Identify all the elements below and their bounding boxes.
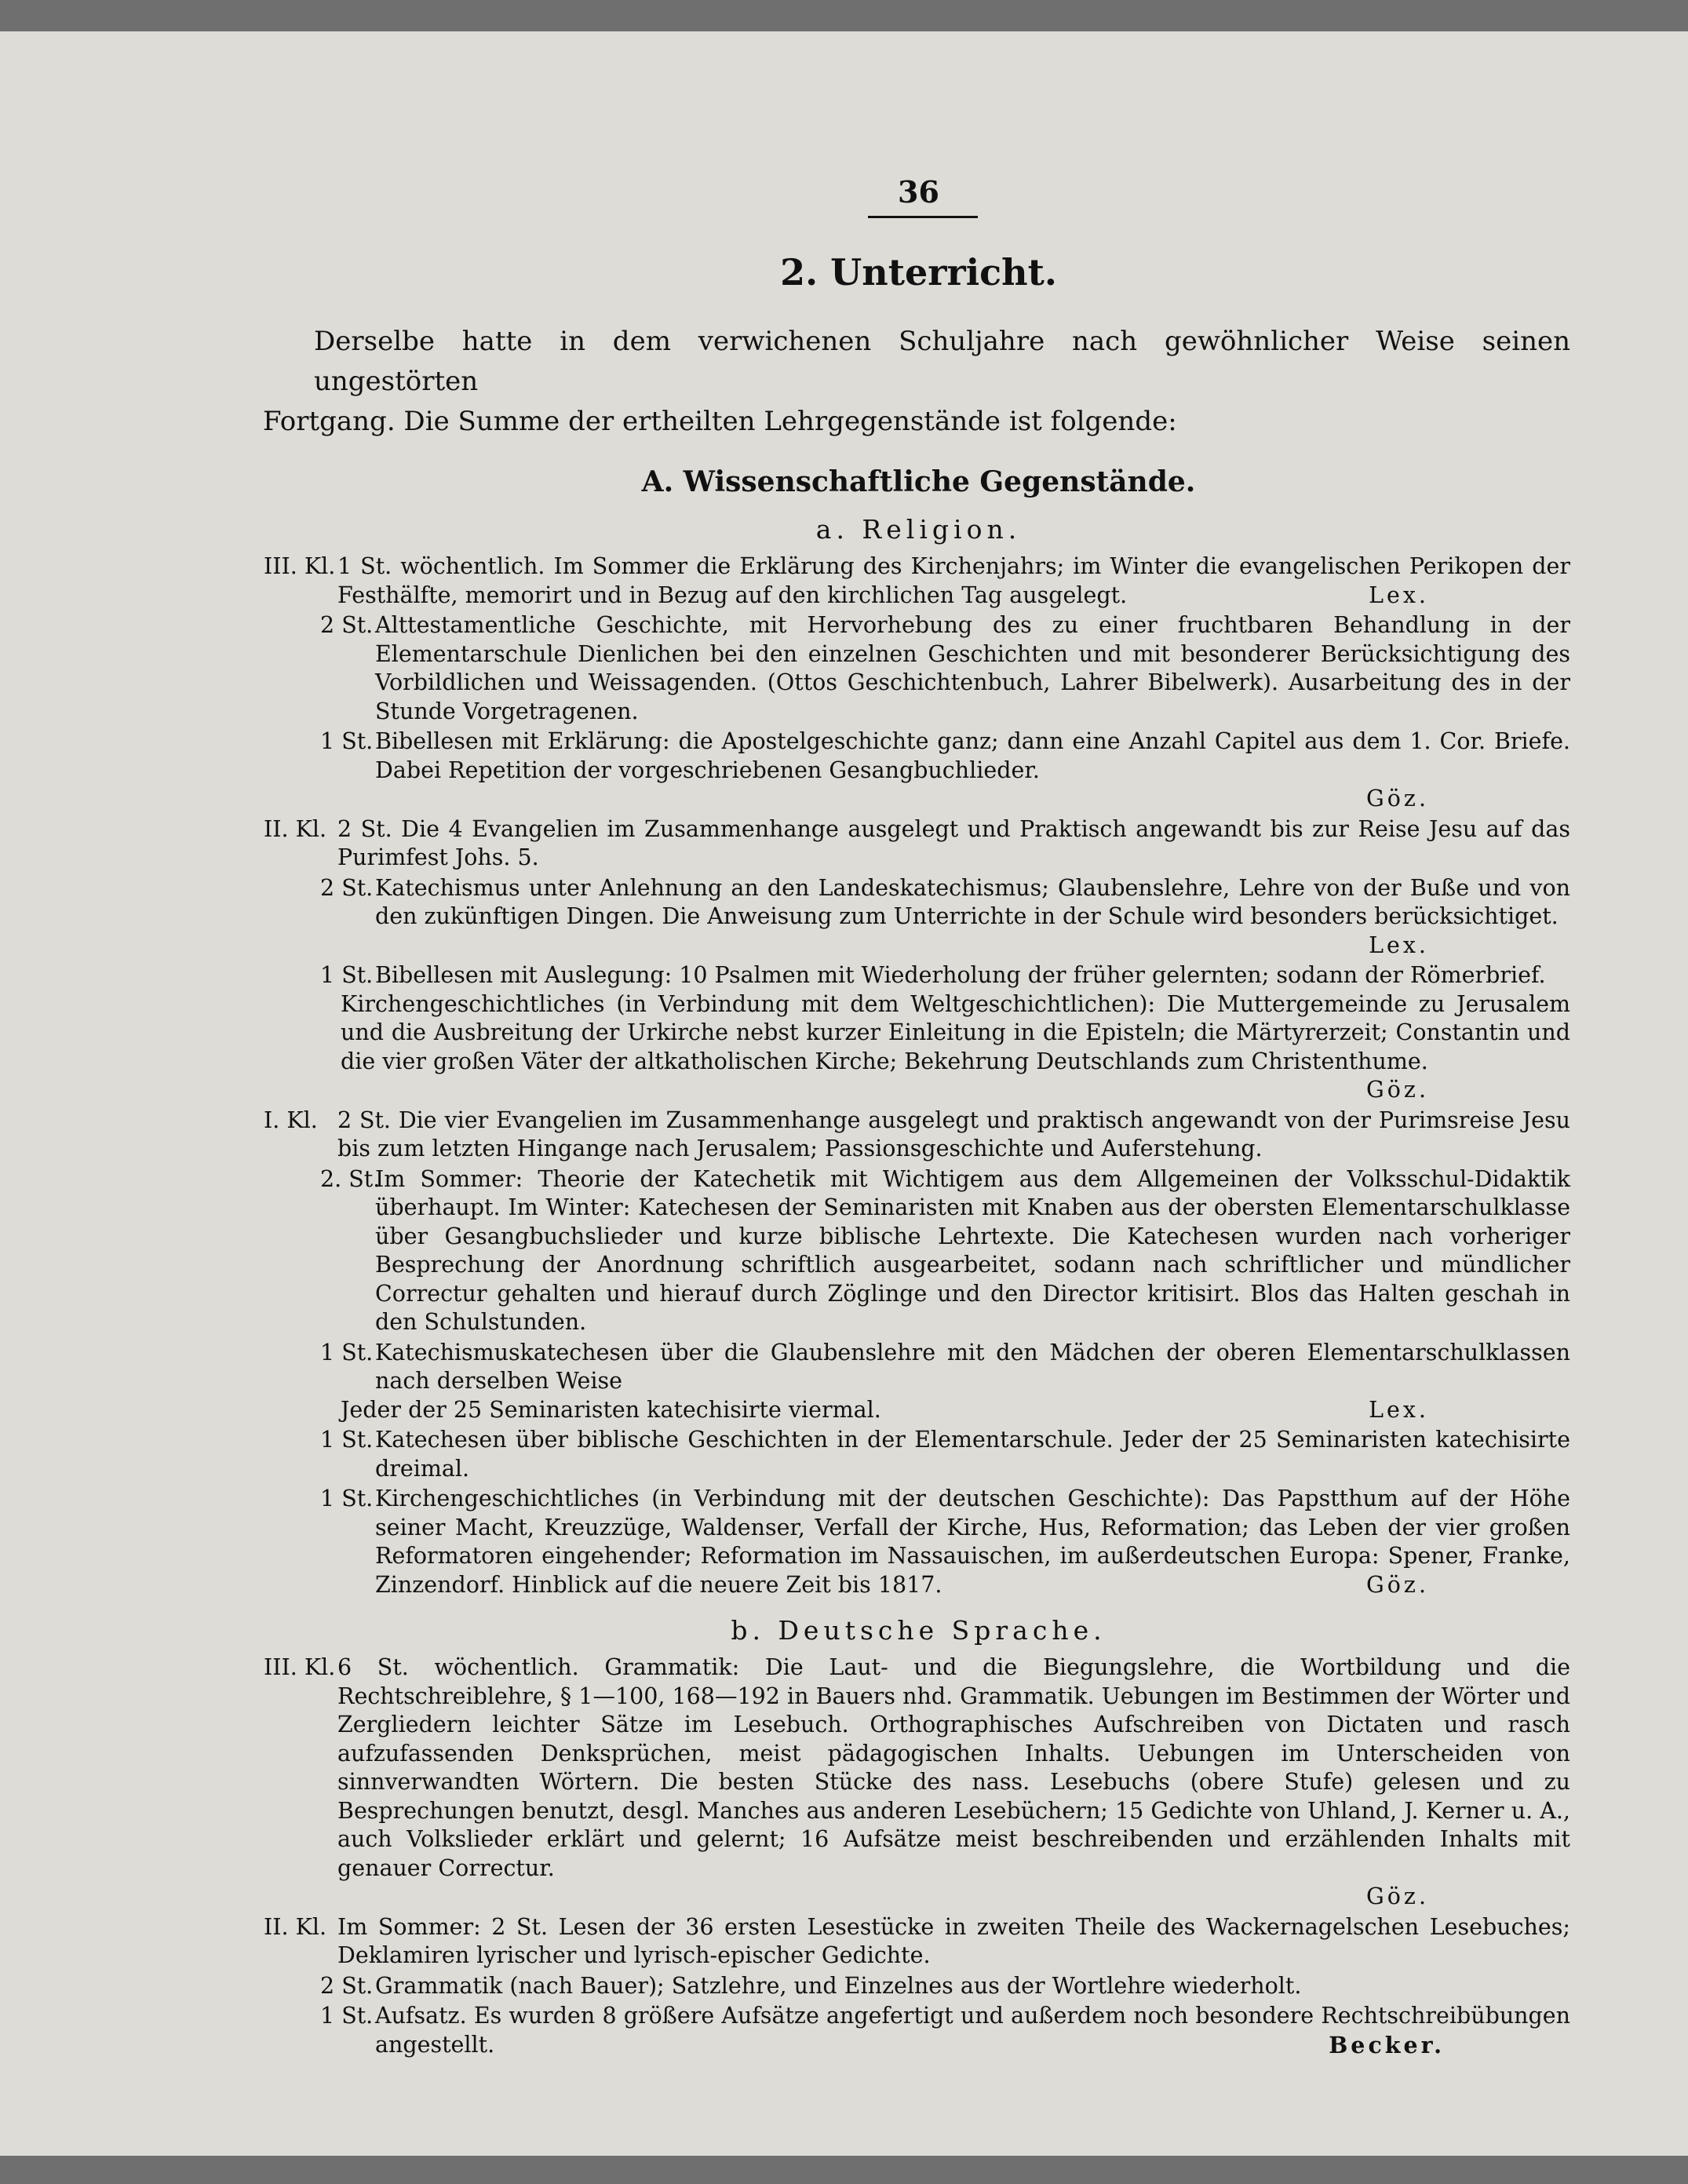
teacher-signature: Lex.: [1369, 582, 1429, 608]
religion-title: a. Religion.: [815, 514, 1022, 545]
teacher-signature: Lex.: [1369, 1396, 1429, 1423]
religion-class-3: [264, 552, 1570, 610]
entry-text: Katechismuskatechesen über die Glaubenslehre mit den Mädchen der oberen Elementarschulklassen nach derselben Weise: [375, 1339, 1570, 1394]
entry-text: [364, 2002, 1570, 2059]
religion-class-1-item: [320, 1339, 1570, 1396]
german-title: b. Deutsche Sprache.: [731, 1615, 1106, 1646]
religion-class-2-item: [320, 874, 1570, 932]
class-label: II. Kl.: [264, 1913, 327, 1940]
entry-text: Im Sommer: Theorie der Katechetik mit Wichtigem aus dem Allgemeinen der Volksschul-Didaktik überhaupt. Im Winter: Katechesen der Seminaristen mit Knaben aus der obersten Elementarschulklasse über Gesangbuchslieder und kurze biblische Lehrtexte. Die Katechesen wurden nach vorheriger Besprechung der Anordnung schriftlich ausgearbeitet, sodann nach schriftlicher und mündlicher Correctur gehalten und hierauf durch Zöglinge und den Director kritisirt. Blos das Halten geschah in den Schulstunden.: [375, 1165, 1570, 1335]
religion-class-1-item: [320, 1485, 1570, 1599]
german-class-2: [264, 1913, 1570, 1971]
hours-label: 1 St.: [320, 728, 374, 754]
class-label: II. Kl.: [264, 815, 327, 842]
entry-body: Kirchengeschichtliches (in Verbindung mit der deutschen Geschichte): Das Papstthum auf der Höhe seiner Macht, Kreuzzüge, Waldenser, Verfall der Kirche, Hus, Reformation; das Leben der vier großen Reformatoren eingehender; Reformation im Nassauischen, im außerdeutschen Europa: Spener, Franke, Zinzendorf. Hinblick auf die neuere Zeit bis 1817.: [375, 1486, 1570, 1598]
teacher-signature: Göz.: [1366, 1571, 1429, 1598]
church-history-text: Kirchengeschichtliches (in Verbindung mit dem Weltgeschichtlichen): Die Muttergemeinde zu Jerusalem und die Ausbreitung der Urkirche nebst kurzer Einleitung in die Episteln; die Märtyrerzeit; Constantin und die vier großen Väter der altkatholischen Kirche; Bekehrung Deutschlands zum Christenthume.: [341, 990, 1570, 1074]
german-class-2-item: [320, 1972, 1570, 2001]
entry-body: 1 St. wöchentlich. Im Sommer die Erklärung des Kirchenjahrs; im Winter die evangelischen Perikopen der Festhälfte, memorirt und in Bezug auf den kirchlichen Tag ausgelegt.: [337, 553, 1570, 608]
hours-label: 1 St.: [320, 962, 374, 988]
religion-class-3-item: [320, 611, 1570, 726]
teacher-signature: Becker.: [1329, 2031, 1445, 2058]
entry-text: [364, 1485, 1570, 1599]
part-title: A. Wissenschaftliche Gegenstände.: [641, 465, 1196, 498]
entry-body: Aufsatz. Es wurden 8 größere Aufsätze angefertigt und außerdem noch besondere Rechtschreibübungen angestellt.: [375, 2003, 1570, 2058]
entry-text: Alttestamentliche Geschichte, mit Hervorhebung des zu einer fruchtbaren Behandlung in der Elementarschule Dienlichen bei den einzelnen Geschichten und mit besonderer Berücksichtigung des Vorbildlichen und Weissagenden. (Ottos Geschichtenbuch, Lahrer Bibelwerk). Ausarbeitung des in der Stunde Vorgetragenen.: [375, 612, 1570, 724]
class-label: III. Kl.: [264, 553, 336, 579]
entry-text: [326, 552, 1570, 610]
entry-text: Bibellesen mit Erklärung: die Apostelgeschichte ganz; dann eine Anzahl Capitel aus dem 1. Cor. Briefe. Dabei Repetition der vorgeschriebenen Gesangbuchlieder.: [375, 728, 1570, 783]
german-class-3: [264, 1653, 1570, 1883]
section-title: 2. Unterricht.: [780, 251, 1057, 294]
hours-label: 1 St.: [320, 2003, 374, 2029]
hours-label: 2 St.: [320, 612, 374, 638]
entry-body: Jeder der 25 Seminaristen katechisirte viermal.: [341, 1396, 881, 1423]
entry-text: 2 St. Die 4 Evangelien im Zusammenhange ausgelegt und Praktisch angewandt bis zur Reise Jesu auf das Purimfest Johs. 5.: [337, 815, 1570, 870]
teacher-signature: Göz.: [1366, 786, 1429, 811]
entry-continuation: [341, 1396, 1570, 1425]
entry-text: 2 St. Die vier Evangelien im Zusammenhange ausgelegt und praktisch angewandt von der Purimsreise Jesu bis zum letzten Hingange nach Jerusalem; Passionsgeschichte und Auferstehung.: [337, 1107, 1570, 1161]
hours-label: 1 St.: [320, 1427, 374, 1453]
scan-edge-bottom: [0, 2156, 1688, 2184]
religion-class-2-item: [320, 961, 1570, 990]
hours-label: 2 St.: [320, 874, 374, 901]
intro-line-2: Fortgang. Die Summe der ertheilten Lehrgegenstände ist folgende:: [263, 406, 1177, 437]
entry-text: Katechesen über biblische Geschichten in der Elementarschule. Jeder der 25 Seminaristen katechisirte dreimal.: [375, 1427, 1570, 1482]
entry-text: 6 St. wöchentlich. Grammatik: Die Laut- und die Biegungslehre, die Wortbildung und die Rechtschreiblehre, § 1—100, 168—192 in Bauers nhd. Grammatik. Uebungen im Bestimmen der Wörter und Zergliedern leichter Sätze im Lesebuch. Orthographisches Aufschreiben von Dictaten und rasch aufzufassenden Denksprüchen, meist pädagogischen Inhalts. Uebungen im Unterscheiden von sinnverwandten Wörtern. Die besten Stücke des nass. Lesebuchs (obere Stufe) gelesen und zu Besprechungen benutzt, desgl. Manches aus anderen Lesebüchern; 15 Gedichte von Uhland, J. Kerner u. A., auch Volkslieder erklärt und gelernt; 16 Aufsätze meist beschreibenden und erzählenden Inhalts mit genauer Correctur.: [337, 1654, 1570, 1881]
teacher-signature: Lex.: [1369, 932, 1429, 958]
class-label: III. Kl.: [264, 1654, 336, 1680]
religion-class-1: [264, 1107, 1570, 1164]
teacher-signature: Göz.: [1366, 1883, 1429, 1909]
intro-paragraph: [263, 322, 1570, 442]
hours-label: 2 St.: [320, 1972, 374, 1999]
religion-class-3-item: [320, 727, 1570, 785]
intro-line-1: Derselbe hatte in dem verwichenen Schuljahre nach gewöhnlicher Weise seinen ungestörten: [314, 326, 1570, 397]
scan-edge-top: [0, 0, 1688, 31]
religion-class-2: [264, 815, 1570, 873]
religion-class-1-item: [320, 1165, 1570, 1337]
class-label: I. Kl.: [264, 1107, 318, 1133]
entry-text: Im Sommer: 2 St. Lesen der 36 ersten Lesestücke in zweiten Theile des Wackernagelschen Lesebuches; Deklamiren lyrischer und lyrisch-epischer Gedichte.: [337, 1913, 1570, 1968]
teacher-signature: Göz.: [1366, 1077, 1429, 1103]
hours-label: 1 St.: [320, 1339, 374, 1365]
hours-label: 2. St.: [320, 1165, 381, 1192]
hours-label: 1 St.: [320, 1486, 374, 1511]
page-number: 36: [898, 174, 939, 210]
header-rule: [868, 216, 978, 218]
entry-text: Grammatik (nach Bauer); Satzlehre, und Einzelnes aus der Wortlehre wiederholt.: [375, 1972, 1302, 1999]
entry-text: Katechismus unter Anlehnung an den Landeskatechismus; Glaubenslehre, Lehre von der Buße und von den zukünftigen Dingen. Die Anweisung zum Unterrichte in der Schule wird besonders berücksichtiget.: [375, 874, 1570, 929]
german-class-2-item: [320, 2002, 1570, 2059]
religion-class-1-item: [320, 1426, 1570, 1483]
entry-text: Bibellesen mit Auslegung: 10 Psalmen mit Wiederholung der früher gelernten; sodann der Römerbrief.: [375, 962, 1546, 988]
